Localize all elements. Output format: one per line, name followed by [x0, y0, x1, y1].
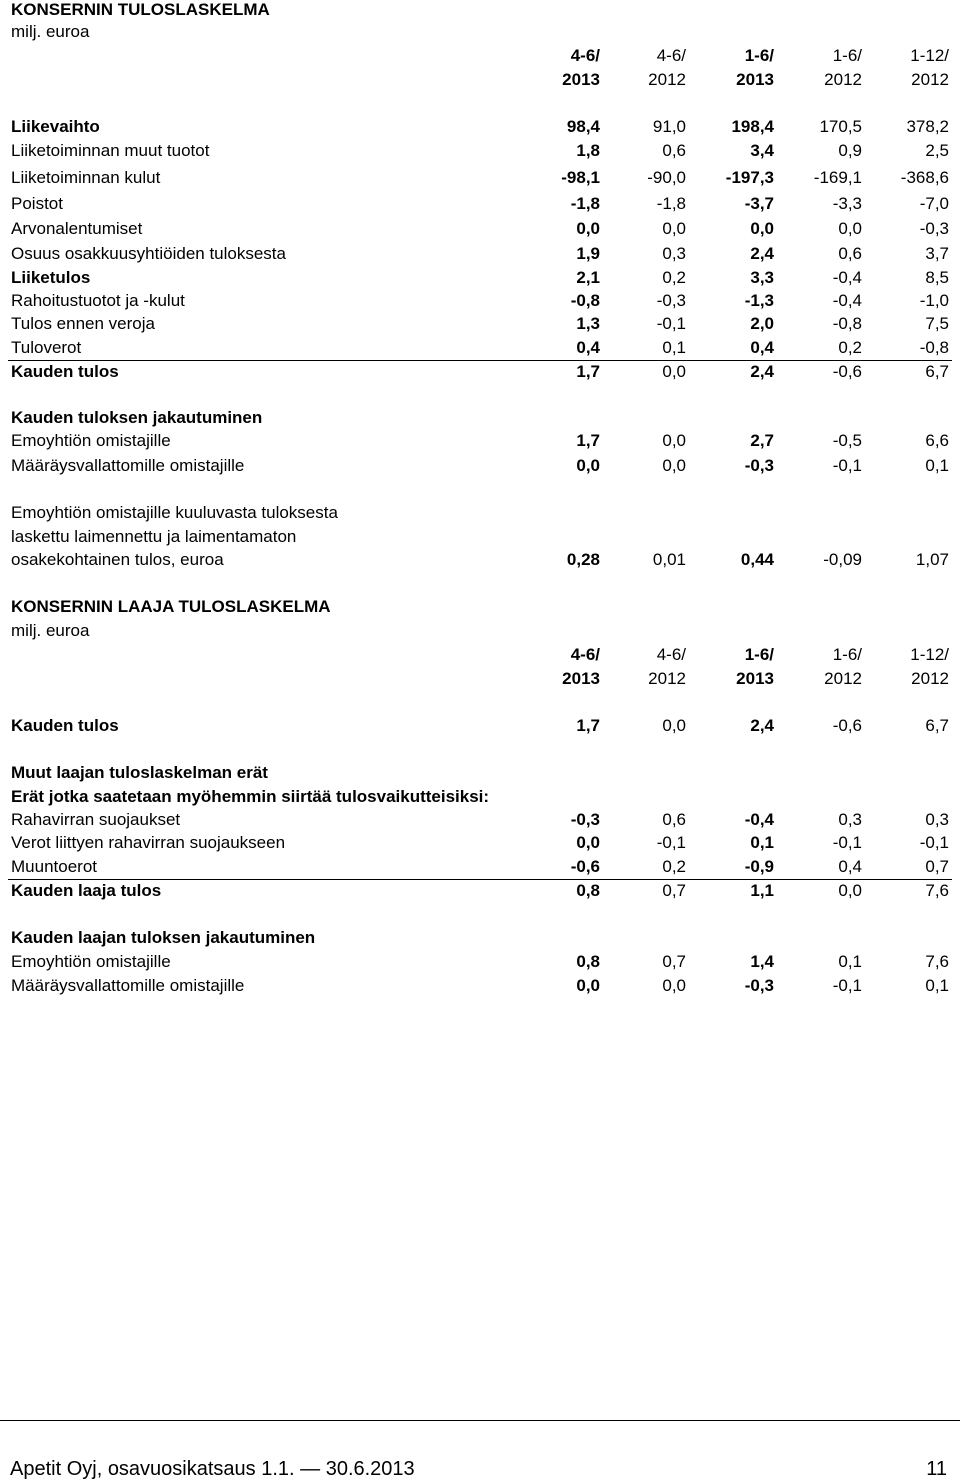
- value-cell: 7,6: [925, 881, 949, 900]
- value-cell: 0,3: [838, 810, 862, 829]
- eps-label-line: laskettu laimennettu ja laimentamaton: [11, 527, 297, 546]
- column-header: 1-12/: [910, 645, 949, 664]
- row-label: osakekohtainen tulos, euroa: [11, 550, 224, 569]
- column-header: 1-6/: [832, 46, 862, 65]
- value-cell: 7,6: [925, 952, 949, 971]
- value-cell: -368,6: [900, 168, 949, 187]
- section-heading: Kauden tuloksen jakautuminen: [11, 408, 263, 427]
- value-cell: 0,0: [662, 976, 686, 995]
- value-cell: 0,8: [576, 952, 600, 971]
- table-row: [0, 244, 960, 268]
- row-label: Liiketulos: [11, 268, 91, 287]
- value-cell: 0,1: [750, 833, 774, 852]
- comprehensive-column-headers: [0, 643, 960, 691]
- value-cell: -0,3: [656, 291, 686, 310]
- column-header: 1-6/: [832, 645, 862, 664]
- value-cell: 198,4: [731, 117, 774, 136]
- row-label: Emoyhtiön omistajille: [11, 431, 171, 450]
- column-header: 4-6/: [570, 46, 600, 65]
- income-unit-label: milj. euroa: [11, 22, 90, 41]
- value-cell: -197,3: [725, 168, 774, 187]
- value-cell: 0,0: [576, 833, 600, 852]
- table-row: [0, 431, 960, 455]
- table-row: [0, 952, 960, 976]
- value-cell: -0,6: [570, 857, 600, 876]
- value-cell: 3,7: [925, 244, 949, 263]
- value-cell: 3,3: [750, 268, 774, 287]
- value-cell: 0,9: [838, 141, 862, 160]
- table-row: [0, 219, 960, 243]
- value-cell: -0,5: [832, 431, 862, 450]
- column-header-year: 2012: [648, 669, 686, 688]
- value-cell: 0,0: [662, 431, 686, 450]
- row-label: Kauden tulos: [11, 362, 119, 381]
- row-label: Verot liittyen rahavirran suojaukseen: [11, 833, 286, 852]
- value-cell: -0,1: [832, 976, 862, 995]
- value-cell: 0,3: [925, 810, 949, 829]
- row-label: Määräysvallattomille omistajille: [11, 456, 245, 475]
- value-cell: -0,3: [744, 976, 774, 995]
- table-row: [0, 716, 960, 740]
- value-cell: -0,9: [744, 857, 774, 876]
- value-cell: 0,2: [662, 268, 686, 287]
- row-label: Emoyhtiön omistajille: [11, 952, 171, 971]
- value-cell: 2,1: [576, 268, 600, 287]
- value-cell: 6,7: [925, 716, 949, 735]
- table-row: [0, 141, 960, 165]
- value-cell: 0,4: [750, 338, 774, 357]
- value-cell: -0,6: [832, 362, 862, 381]
- row-label: Määräysvallattomille omistajille: [11, 976, 245, 995]
- eps-label-line: Emoyhtiön omistajille kuuluvasta tuloksesta: [11, 503, 338, 522]
- value-cell: 0,3: [662, 244, 686, 263]
- value-cell: 3,4: [750, 141, 774, 160]
- table-row: [0, 881, 960, 905]
- value-cell: -1,8: [656, 194, 686, 213]
- value-cell: 1,8: [576, 141, 600, 160]
- footer-document-title: Apetit Oyj, osavuosikatsaus 1.1. — 30.6.2013: [10, 1458, 415, 1480]
- value-cell: 0,0: [750, 219, 774, 238]
- table-row: [0, 833, 960, 857]
- table-row: [0, 362, 960, 386]
- value-cell: 2,5: [925, 141, 949, 160]
- value-cell: 0,2: [838, 338, 862, 357]
- value-cell: 1,7: [576, 362, 600, 381]
- income-statement-title: KONSERNIN TULOSLASKELMA: [11, 0, 270, 19]
- income-column-headers: [0, 44, 960, 92]
- value-cell: 0,1: [662, 338, 686, 357]
- table-row: [0, 314, 960, 338]
- row-label: Liiketoiminnan muut tuotot: [11, 141, 210, 160]
- table-row: [0, 810, 960, 834]
- value-cell: -3,7: [744, 194, 774, 213]
- value-cell: 0,6: [662, 810, 686, 829]
- value-cell: 8,5: [925, 268, 949, 287]
- row-label: Rahavirran suojaukset: [11, 810, 181, 829]
- value-cell: 0,1: [925, 456, 949, 475]
- comprehensive-statement-title: KONSERNIN LAAJA TULOSLASKELMA: [11, 597, 331, 616]
- value-cell: -0,8: [919, 338, 949, 357]
- value-cell: -0,1: [832, 833, 862, 852]
- value-cell: 6,7: [925, 362, 949, 381]
- value-cell: 0,44: [740, 550, 774, 569]
- row-label: Osuus osakkuusyhtiöiden tuloksesta: [11, 244, 286, 263]
- value-cell: 378,2: [906, 117, 949, 136]
- value-cell: 98,4: [566, 117, 600, 136]
- value-cell: 1,3: [576, 314, 600, 333]
- row-label: Liikevaihto: [11, 117, 100, 136]
- value-cell: -0,1: [656, 833, 686, 852]
- section-heading: Muut laajan tuloslaskelman erät: [11, 763, 268, 782]
- table-row: [0, 550, 960, 574]
- value-cell: 1,1: [750, 881, 774, 900]
- column-header-year: 2013: [562, 669, 600, 688]
- value-cell: 2,4: [750, 716, 774, 735]
- column-header-year: 2012: [911, 70, 949, 89]
- value-cell: -98,1: [561, 168, 600, 187]
- value-cell: 0,6: [838, 244, 862, 263]
- value-cell: -90,0: [647, 168, 686, 187]
- value-cell: 0,0: [662, 716, 686, 735]
- value-cell: -1,8: [570, 194, 600, 213]
- value-cell: 0,6: [662, 141, 686, 160]
- column-header-year: 2012: [648, 70, 686, 89]
- value-cell: 91,0: [652, 117, 686, 136]
- value-cell: 170,5: [819, 117, 862, 136]
- row-label: Kauden tulos: [11, 716, 119, 735]
- column-header: 4-6/: [656, 46, 686, 65]
- column-header-year: 2013: [562, 70, 600, 89]
- value-cell: -0,09: [823, 550, 862, 569]
- value-cell: 1,7: [576, 716, 600, 735]
- column-header-year: 2013: [736, 669, 774, 688]
- value-cell: 0,0: [576, 219, 600, 238]
- row-label: Tulos ennen veroja: [11, 314, 155, 333]
- value-cell: -0,3: [570, 810, 600, 829]
- row-label: Liiketoiminnan kulut: [11, 168, 161, 187]
- column-header: 1-6/: [744, 46, 774, 65]
- value-cell: -1,3: [744, 291, 774, 310]
- value-cell: -0,8: [832, 314, 862, 333]
- value-cell: -0,4: [832, 291, 862, 310]
- value-cell: 0,7: [925, 857, 949, 876]
- value-cell: -1,0: [919, 291, 949, 310]
- value-cell: -0,3: [744, 456, 774, 475]
- value-cell: -169,1: [813, 168, 862, 187]
- column-header: 4-6/: [656, 645, 686, 664]
- value-cell: 1,9: [576, 244, 600, 263]
- value-cell: 0,7: [662, 881, 686, 900]
- row-label: Tuloverot: [11, 338, 82, 357]
- column-header-year: 2012: [824, 669, 862, 688]
- row-label: Poistot: [11, 194, 63, 213]
- value-cell: -0,1: [919, 833, 949, 852]
- value-cell: 0,0: [662, 456, 686, 475]
- value-cell: 0,0: [662, 219, 686, 238]
- column-header-year: 2012: [824, 70, 862, 89]
- column-header: 1-12/: [910, 46, 949, 65]
- footer-divider: [0, 1420, 960, 1421]
- table-row: [0, 168, 960, 192]
- section-subheading: Erät jotka saatetaan myöhemmin siirtää tulosvaikutteisiksi:: [11, 787, 490, 806]
- value-cell: -0,4: [832, 268, 862, 287]
- value-cell: -7,0: [919, 194, 949, 213]
- column-header: 4-6/: [570, 645, 600, 664]
- value-cell: 1,4: [750, 952, 774, 971]
- value-cell: 6,6: [925, 431, 949, 450]
- value-cell: 0,0: [576, 976, 600, 995]
- table-row: [0, 456, 960, 480]
- table-row: [0, 117, 960, 141]
- total-divider: [8, 879, 952, 880]
- section-heading: Kauden laajan tuloksen jakautuminen: [11, 928, 316, 947]
- value-cell: 0,0: [838, 219, 862, 238]
- value-cell: 2,4: [750, 244, 774, 263]
- value-cell: -0,1: [656, 314, 686, 333]
- value-cell: 0,4: [576, 338, 600, 357]
- value-cell: 0,1: [925, 976, 949, 995]
- table-row: [0, 857, 960, 881]
- value-cell: 2,7: [750, 431, 774, 450]
- value-cell: -0,4: [744, 810, 774, 829]
- value-cell: -3,3: [832, 194, 862, 213]
- value-cell: -0,3: [919, 219, 949, 238]
- value-cell: 0,8: [576, 881, 600, 900]
- table-row: [0, 291, 960, 315]
- value-cell: 0,0: [838, 881, 862, 900]
- value-cell: 1,7: [576, 431, 600, 450]
- footer-page-number: 11: [926, 1458, 947, 1480]
- value-cell: -0,6: [832, 716, 862, 735]
- table-row: [0, 338, 960, 362]
- value-cell: -0,1: [832, 456, 862, 475]
- value-cell: 0,7: [662, 952, 686, 971]
- value-cell: -0,8: [570, 291, 600, 310]
- table-row: [0, 194, 960, 218]
- value-cell: 0,2: [662, 857, 686, 876]
- column-header-year: 2012: [911, 669, 949, 688]
- value-cell: 2,4: [750, 362, 774, 381]
- table-row: [0, 268, 960, 292]
- total-divider: [8, 360, 952, 361]
- value-cell: 0,0: [662, 362, 686, 381]
- row-label: Muuntoerot: [11, 857, 97, 876]
- row-label: Rahoitustuotot ja -kulut: [11, 291, 185, 310]
- value-cell: 2,0: [750, 314, 774, 333]
- row-label: Kauden laaja tulos: [11, 881, 162, 900]
- value-cell: 0,4: [838, 857, 862, 876]
- value-cell: 0,1: [838, 952, 862, 971]
- comprehensive-unit-label: milj. euroa: [11, 621, 90, 640]
- table-row: [0, 976, 960, 1000]
- column-header-year: 2013: [736, 70, 774, 89]
- row-label: Arvonalentumiset: [11, 219, 143, 238]
- value-cell: 0,01: [652, 550, 686, 569]
- column-header: 1-6/: [744, 645, 774, 664]
- value-cell: 7,5: [925, 314, 949, 333]
- value-cell: 1,07: [915, 550, 949, 569]
- value-cell: 0,28: [566, 550, 600, 569]
- value-cell: 0,0: [576, 456, 600, 475]
